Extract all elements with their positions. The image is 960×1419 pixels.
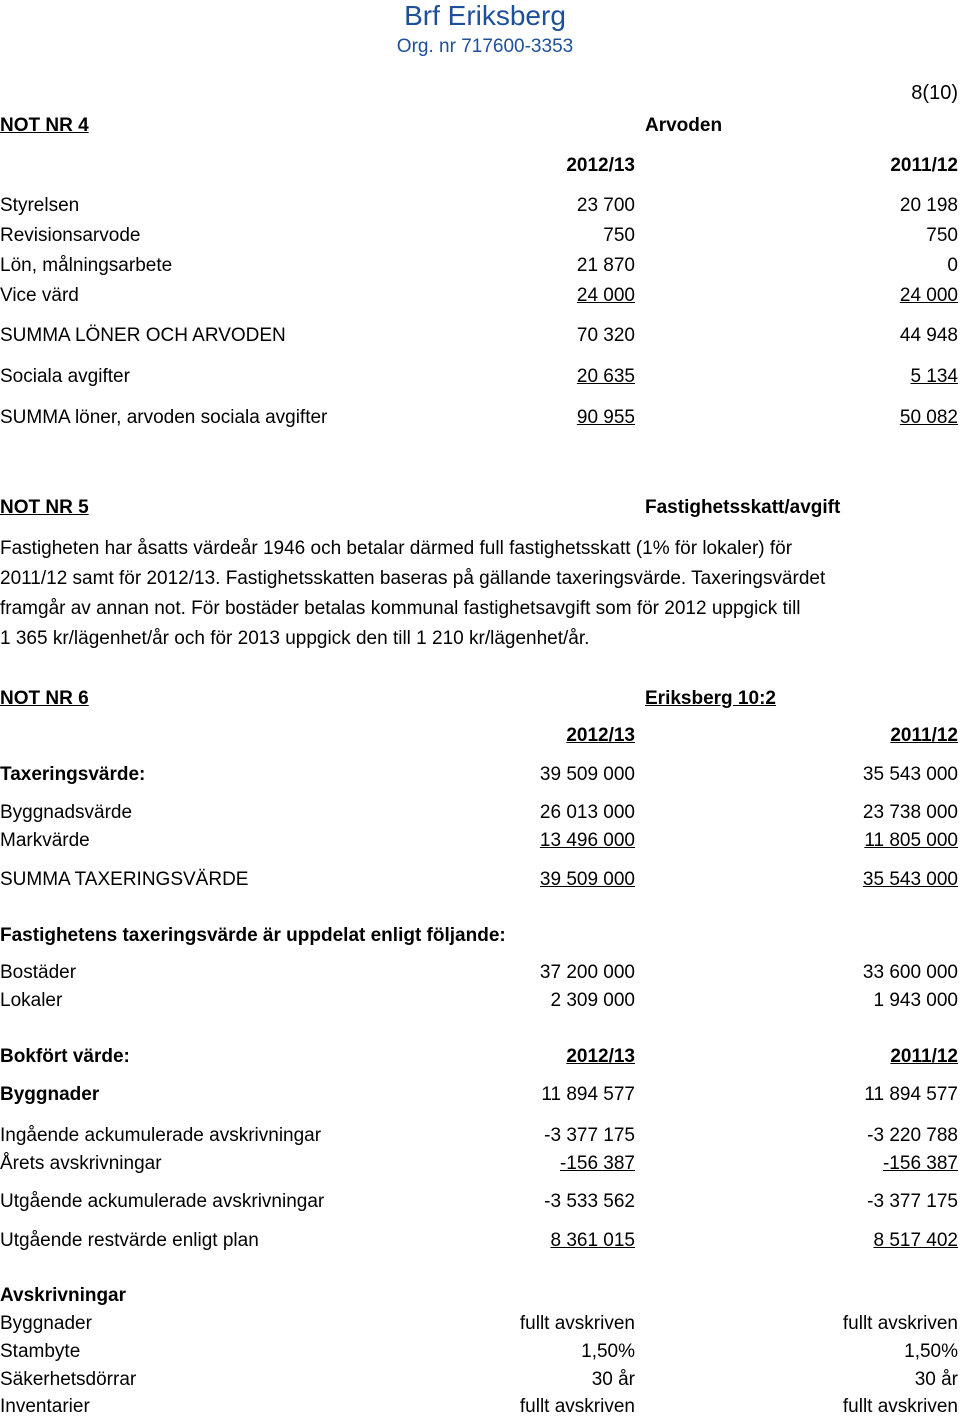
table-row xyxy=(0,989,958,1013)
row-label: Lön, målningsarbete xyxy=(0,255,173,276)
value-2011: 0 xyxy=(947,255,958,276)
row-label: Byggnadsvärde xyxy=(0,802,133,823)
value-2012: 1,50% xyxy=(581,1341,635,1362)
row-label: Stambyte xyxy=(0,1341,81,1362)
table-row xyxy=(0,365,958,389)
row-label: Inventarier xyxy=(0,1396,90,1417)
table-row xyxy=(0,284,958,308)
table-row xyxy=(0,1368,958,1392)
table-row xyxy=(0,1124,958,1148)
value-2011: -156 387 xyxy=(882,1153,958,1174)
section-heading xyxy=(0,1284,958,1308)
row-label: Säkerhetsdörrar xyxy=(0,1369,137,1390)
table-row xyxy=(0,406,958,430)
page-number: 8(10) xyxy=(911,82,958,104)
note5-header xyxy=(0,496,958,520)
value-2012: 21 870 xyxy=(576,255,635,276)
value-2012: 23 700 xyxy=(576,195,635,216)
note5-subtitle: Fastighetsskatt/avgift xyxy=(645,497,841,518)
row-label: Vice värd xyxy=(0,285,79,306)
paragraph-text: 1 365 kr/lägenhet/år och för 2013 uppgick den till 1 210 kr/lägenhet/år. xyxy=(0,628,590,649)
table-row xyxy=(0,961,958,985)
value-2012: 70 320 xyxy=(576,325,635,346)
row-label: Lokaler xyxy=(0,990,63,1011)
value-2011: 30 år xyxy=(914,1369,958,1390)
value-2011: fullt avskriven xyxy=(842,1313,958,1334)
value-2011: 1 943 000 xyxy=(873,990,958,1011)
value-2012: 2 309 000 xyxy=(550,990,635,1011)
value-2012: 750 xyxy=(603,225,635,246)
value-2012: 11 894 577 xyxy=(541,1084,635,1105)
note5-text-line xyxy=(0,567,958,591)
table-row xyxy=(0,1190,958,1214)
note6-subtitle: Eriksberg 10:2 xyxy=(645,688,776,709)
note4-header xyxy=(0,114,958,138)
row-label: SUMMA TAXERINGSVÄRDE xyxy=(0,869,249,890)
value-2012: 39 509 000 xyxy=(539,869,635,890)
value-2012: 39 509 000 xyxy=(539,764,635,785)
table-row xyxy=(0,254,958,278)
row-label: Taxeringsvärde: xyxy=(0,764,146,785)
note6-title: NOT NR 6 xyxy=(0,688,89,709)
table-row xyxy=(0,1229,958,1253)
value-2011: 750 xyxy=(926,225,958,246)
value-2011: 20 198 xyxy=(899,195,958,216)
value-2012: 24 000 xyxy=(576,285,635,306)
table-row xyxy=(0,1083,958,1107)
value-2011: 50 082 xyxy=(899,407,958,428)
value-2012: 13 496 000 xyxy=(539,830,635,851)
value-2011: 8 517 402 xyxy=(873,1230,958,1251)
value-2011: 11 894 577 xyxy=(864,1084,958,1105)
table-row xyxy=(0,1152,958,1176)
row-label: Utgående ackumulerade avskrivningar xyxy=(0,1191,325,1212)
paragraph-text: Fastigheten har åsatts värdeår 1946 och betalar därmed full fastighetsskatt (1% för lokaler) för xyxy=(0,538,793,559)
company-name: Brf Eriksberg xyxy=(404,0,566,31)
value-2011: 24 000 xyxy=(899,285,958,306)
col-header-2011: 2011/12 xyxy=(890,1046,958,1067)
value-2012: -156 387 xyxy=(559,1153,635,1174)
value-2012: 90 955 xyxy=(576,407,635,428)
value-2011: 44 948 xyxy=(899,325,958,346)
value-2011: -3 377 175 xyxy=(867,1191,958,1212)
book-value-header xyxy=(0,1045,958,1069)
value-2012: 20 635 xyxy=(576,366,635,387)
note5-text-line xyxy=(0,537,958,561)
value-2011: 35 543 000 xyxy=(862,869,958,890)
table-row xyxy=(0,1312,958,1336)
paragraph-text: 2011/12 samt för 2012/13. Fastighetsskatten baseras på gällande taxeringsvärde. Taxeringsvärdet xyxy=(0,568,826,589)
row-label: Bostäder xyxy=(0,962,77,983)
split-heading: Fastighetens taxeringsvärde är uppdelat enligt följande: xyxy=(0,925,506,946)
table-row xyxy=(0,868,958,892)
row-label: SUMMA löner, arvoden sociala avgifter xyxy=(0,407,328,428)
row-label: Sociala avgifter xyxy=(0,366,130,387)
note4-column-headers xyxy=(0,154,958,178)
col-header-2012: 2012/13 xyxy=(566,155,635,176)
table-row xyxy=(0,801,958,825)
org-number: Org. nr 717600-3353 xyxy=(396,36,574,57)
value-2011: 35 543 000 xyxy=(862,764,958,785)
value-2011: 11 805 000 xyxy=(864,830,958,851)
value-2011: 1,50% xyxy=(904,1341,958,1362)
row-label: Ingående ackumulerade avskrivningar xyxy=(0,1125,322,1146)
value-2012: 26 013 000 xyxy=(539,802,635,823)
note5-title: NOT NR 5 xyxy=(0,497,89,518)
value-2012: -3 533 562 xyxy=(544,1191,635,1212)
row-label: Bokfört värde: xyxy=(0,1046,130,1067)
col-header-2012: 2012/13 xyxy=(566,1046,635,1067)
note5-text-line xyxy=(0,597,958,621)
depreciation-heading: Avskrivningar xyxy=(0,1285,127,1306)
row-label: Revisionsarvode xyxy=(0,225,141,246)
col-header-2011: 2011/12 xyxy=(890,155,958,176)
paragraph-text: framgår av annan not. För bostäder betalas kommunal fastighetsavgift som för 2012 uppgick till xyxy=(0,598,801,619)
value-2012: 30 år xyxy=(591,1369,635,1390)
note4-subtitle: Arvoden xyxy=(645,115,723,136)
row-label: Markvärde xyxy=(0,830,90,851)
row-label: Årets avskrivningar xyxy=(0,1153,162,1174)
row-label: SUMMA LÖNER OCH ARVODEN xyxy=(0,325,286,346)
row-label: Byggnader xyxy=(0,1084,100,1105)
value-2012: fullt avskriven xyxy=(519,1313,635,1334)
section-heading xyxy=(0,924,958,948)
value-2011: -3 220 788 xyxy=(867,1125,958,1146)
table-row xyxy=(0,224,958,248)
value-2011: 23 738 000 xyxy=(862,802,958,823)
note6-header xyxy=(0,687,958,711)
value-2012: fullt avskriven xyxy=(519,1396,635,1417)
note4-title: NOT NR 4 xyxy=(0,115,89,136)
table-row xyxy=(0,829,958,853)
table-row xyxy=(0,1340,958,1364)
row-label: Byggnader xyxy=(0,1313,92,1334)
value-2011: 5 134 xyxy=(910,366,958,387)
table-row xyxy=(0,1395,958,1419)
table-row xyxy=(0,763,958,787)
note6-column-headers xyxy=(0,724,958,748)
row-label: Styrelsen xyxy=(0,195,80,216)
value-2012: 8 361 015 xyxy=(550,1230,635,1251)
value-2011: fullt avskriven xyxy=(842,1396,958,1417)
table-row xyxy=(0,194,958,218)
col-header-2011: 2011/12 xyxy=(890,725,958,746)
value-2012: -3 377 175 xyxy=(544,1125,635,1146)
value-2012: 37 200 000 xyxy=(539,962,635,983)
col-header-2012: 2012/13 xyxy=(566,725,635,746)
table-row xyxy=(0,324,958,348)
value-2011: 33 600 000 xyxy=(862,962,958,983)
row-label: Utgående restvärde enligt plan xyxy=(0,1230,259,1251)
note5-text-line xyxy=(0,627,958,651)
